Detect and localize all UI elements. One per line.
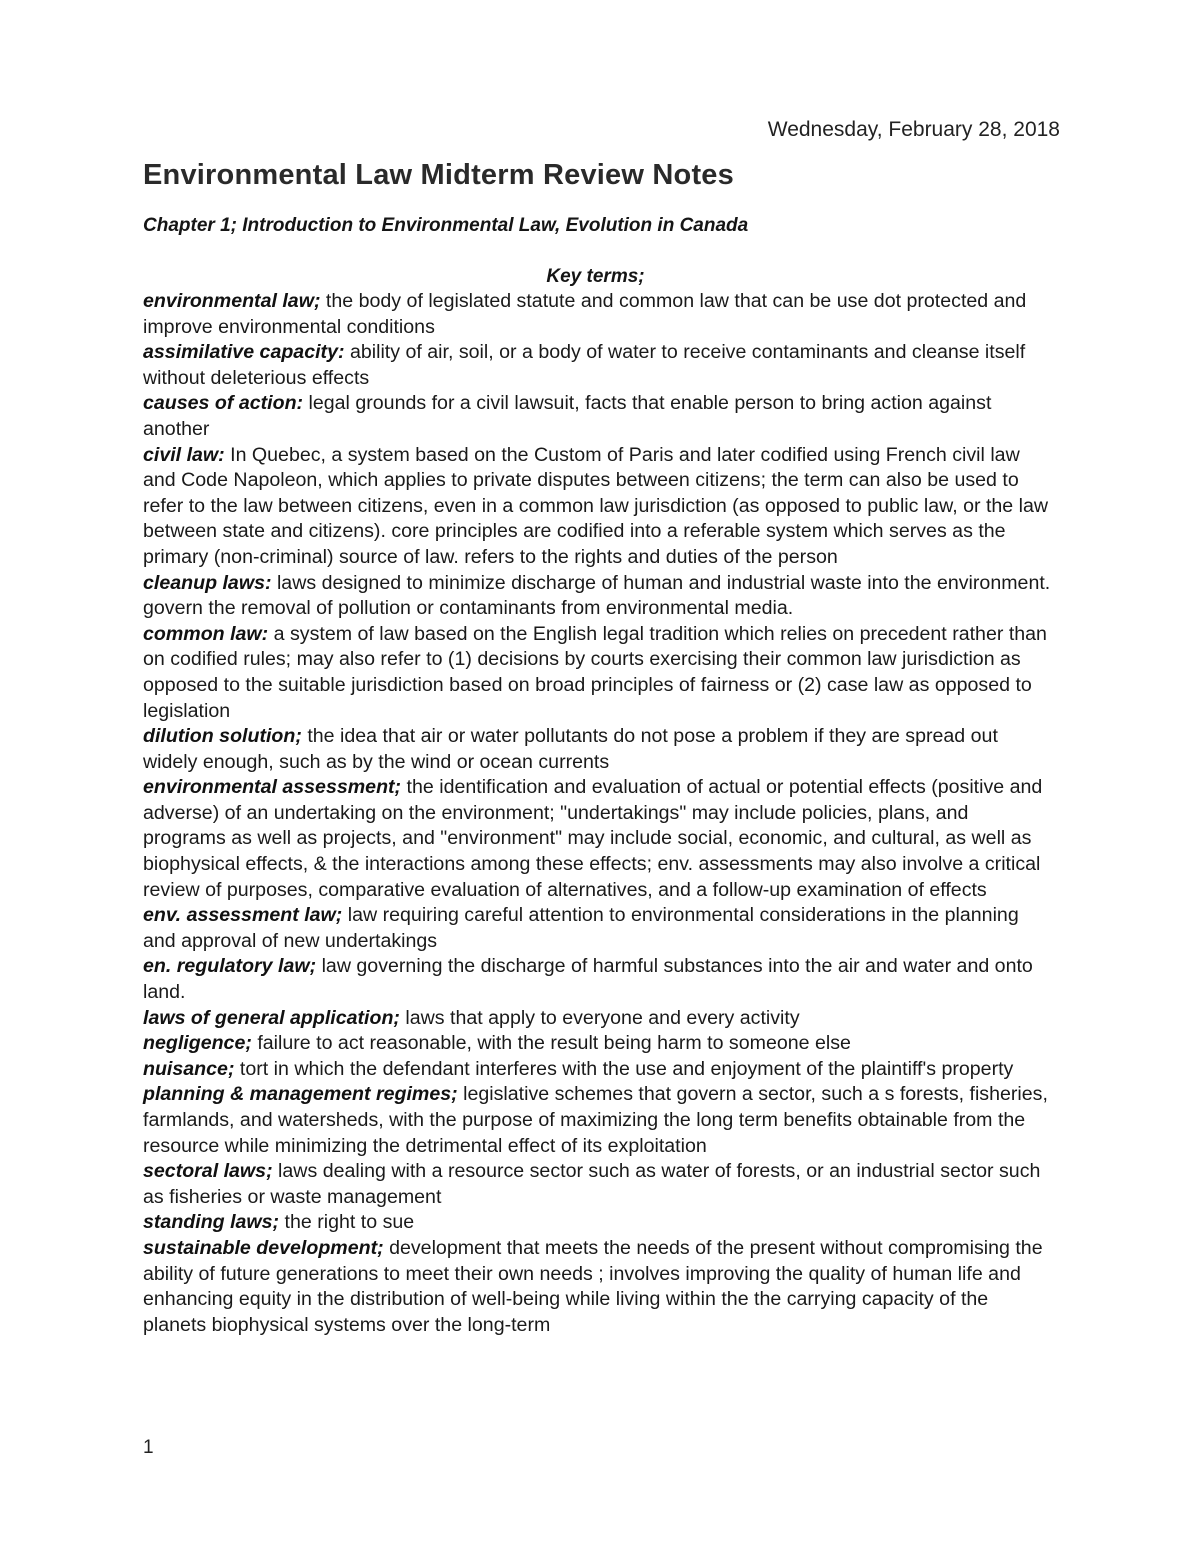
- term-definition: laws dealing with a resource sector such as water of forests, or an industrial sector such as fisheries or waste management: [143, 1160, 1041, 1208]
- term-name: laws of general application;: [143, 1006, 400, 1029]
- term-name: sectoral laws;: [143, 1160, 273, 1183]
- term-name: nuisance;: [143, 1057, 235, 1080]
- term-definition: the idea that air or water pollutants do not pose a problem if they are spread out widely enough, such as by the wind or ocean currents: [143, 725, 998, 773]
- term-name: standing laws;: [143, 1211, 280, 1234]
- term-definition: tort in which the defendant interferes with the use and enjoyment of the plaintiff's property: [234, 1057, 1014, 1080]
- term-entry-dilution-solution: [143, 724, 1055, 775]
- term-name: civil law:: [143, 443, 225, 466]
- term-name: cleanup laws:: [143, 571, 272, 594]
- key-terms-list: [143, 289, 1055, 1338]
- term-entry-nuisance: [143, 1057, 1055, 1083]
- term-entry-negligence: [143, 1031, 1055, 1057]
- term-entry-civil-law: [143, 443, 1055, 571]
- term-definition: ability of air, soil, or a body of water to receive contaminants and cleanse itself without deleterious effects: [143, 341, 1026, 389]
- term-name: environmental assessment;: [143, 776, 402, 799]
- document-title: Environmental Law Midterm Review Notes: [143, 159, 734, 191]
- term-definition: development that meets the needs of the present without compromising the ability of future generations to meet their own needs ; involves improving the quality of human life and enhancing equity in the distribution of well-being while living within the the carrying capacity of the planets biophysical systems over the long-term: [143, 1236, 1043, 1336]
- term-definition: law governing the discharge of harmful substances into the air and water and onto land.: [143, 955, 1033, 1004]
- term-name: planning & management regimes;: [143, 1083, 458, 1106]
- term-name: env. assessment law;: [143, 904, 343, 927]
- term-entry-sustainable-development: [143, 1236, 1055, 1338]
- document-date: Wednesday, February 28, 2018: [767, 118, 1060, 141]
- term-entry-assimilative-capacity: [143, 340, 1055, 391]
- term-definition: the body of legislated statute and common law that can be use dot protected and improve environmental conditions: [143, 290, 1027, 338]
- term-definition: laws that apply to everyone and every activity: [399, 1006, 800, 1029]
- term-name: sustainable development;: [143, 1236, 384, 1259]
- key-terms-heading: Key terms;: [546, 266, 645, 287]
- term-definition: failure to act reasonable, with the result being harm to someone else: [251, 1032, 851, 1055]
- term-entry-standing-laws: [143, 1210, 1055, 1236]
- term-definition: the identification and evaluation of actual or potential effects (positive and adverse) of an undertaking on the environment; "undertakings" may include policies, plans, and programs as well as projects, and "environment" may include social, economic, and cultural, as well as biophysical effects, & the interactions among these effects; env. assessments may also involve a critical review of purposes, comparative evaluation of alternatives, and a follow-up examination of effects: [143, 776, 1043, 901]
- term-entry-environmental-assessment: [143, 775, 1055, 903]
- term-name: environmental law;: [143, 290, 321, 312]
- term-definition: In Quebec, a system based on the Custom of Paris and later codified using French civil law and Code Napoleon, which applies to private disputes between citizens; the term can also be used to refer to the law between citizens, even in a common law jurisdiction (as opposed to public law, or the law between state and citizens). core principles are codified into a referable system which serves as the primary (non-criminal) source of law. refers to the rights and duties of the person: [143, 443, 1049, 568]
- term-entry-env-assessment-law: [143, 903, 1055, 954]
- term-name: dilution solution;: [143, 725, 302, 748]
- term-entry-en-regulatory-law: [143, 954, 1055, 1005]
- term-entry-sectoral-laws: [143, 1159, 1055, 1210]
- term-name: assimilative capacity:: [143, 341, 345, 364]
- term-entry-laws-of-general-application: [143, 1006, 1055, 1032]
- term-definition: a system of law based on the English legal tradition which relies on precedent rather than on codified rules; may also refer to (1) decisions by courts exercising their common law jurisdiction as opposed to the suitable jurisdiction based on broad principles of fairness or (2) case law as opposed to legislation: [143, 622, 1047, 722]
- term-entry-environmental-law: [143, 289, 1055, 340]
- term-definition: the right to sue: [279, 1211, 415, 1234]
- term-definition: legal grounds for a civil lawsuit, facts that enable person to bring action against another: [143, 392, 992, 440]
- term-entry-causes-of-action: [143, 391, 1055, 442]
- term-entry-common-law: [143, 622, 1055, 724]
- term-name: negligence;: [143, 1032, 252, 1055]
- term-name: en. regulatory law;: [143, 955, 317, 978]
- chapter-heading: Chapter 1; Introduction to Environmental Law, Evolution in Canada: [143, 215, 749, 236]
- page-number: 1: [143, 1437, 154, 1458]
- term-name: causes of action:: [143, 392, 304, 415]
- term-entry-planning-management-regimes: [143, 1082, 1055, 1159]
- term-entry-cleanup-laws: [143, 571, 1055, 622]
- term-definition: law requiring careful attention to environmental considerations in the planning and approval of new undertakings: [143, 904, 1019, 952]
- term-definition: legislative schemes that govern a sector, such a s forests, fisheries, farmlands, and watersheds, with the purpose of maximizing the long term benefits obtainable from the resource while minimizing the detrimental effect of its exploitation: [143, 1083, 1048, 1157]
- term-name: common law:: [143, 622, 269, 645]
- term-definition: laws designed to minimize discharge of human and industrial waste into the environment. govern the removal of pollution or contaminants from environmental media.: [143, 571, 1051, 620]
